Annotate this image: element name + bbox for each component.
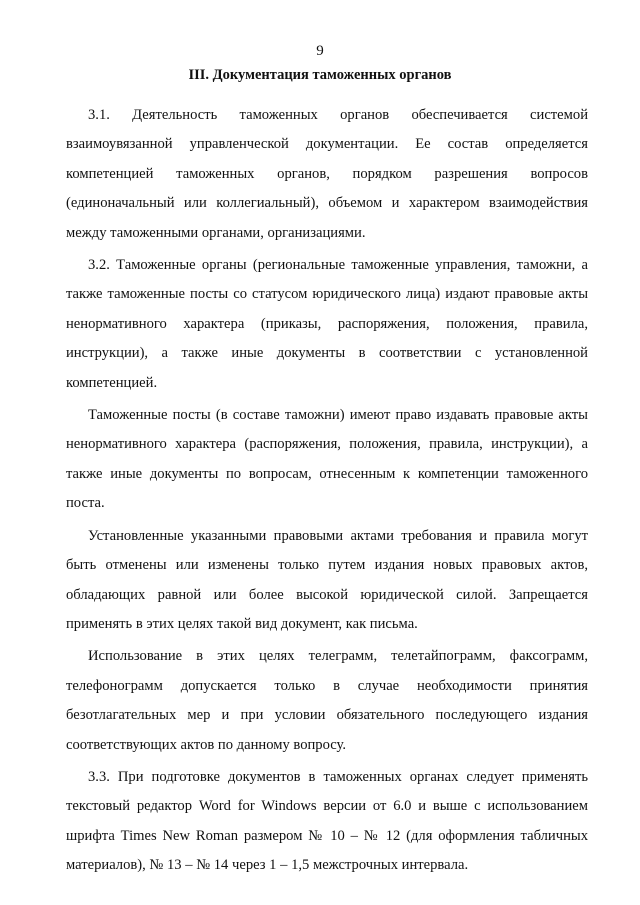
paragraph-customs-posts: Таможенные посты (в составе таможни) имеют право издавать правовые акты ненормативного характера (распоряжения, положения, правила, инструкции), а также иные документы по вопросам, отнесенным к компетенции таможенного поста. [66,407,588,512]
paragraph-requirements: Установленные указанными правовыми актами требования и правила могут быть отменены или изменены только путем издания новых правовых актов, обладающих равной или более высокой юридической силой. Запрещается применять в этих целях такой вид документ, как письма. [66,527,588,632]
paragraph-3-1: 3.1. Деятельность таможенных органов обеспечивается системой взаимоувязанной управленческой документации. Ее состав определяется компетенцией таможенных органов, порядком разрешения вопросов (единоначальный или коллегиальный), объемом и характером взаимодействия между таможенными органами, организациями. [66,107,588,241]
paragraph-telegrams: Использование в этих целях телеграмм, телетайпограмм, факсограмм, телефонограмм допускается только в случае необходимости принятия безотлагательных мер и при условии обязательного последующего издания соответствующих актов по данному вопросу. [66,648,588,753]
section-title: III. Документация таможенных органов [188,67,452,83]
paragraph-3-3: 3.3. При подготовке документов в таможенных органах следует применять текстовый редактор Word for Windows версии от 6.0 и выше с использованием шрифта Times New Roman размером № 10 – № 12 (для оформления табличных материалов), № 13 – № 14 через 1 – 1,5 межстрочных интервала. [66,768,588,874]
paragraph-3-2: 3.2. Таможенные органы (региональные таможенные управления, таможни, а также таможенные посты со статусом юридического лица) издают правовые акты ненормативного характера (приказы, распоряжения, положения, правила, инструкции), а также иные документы в соответствии с установленной компетенцией. [66,257,588,391]
document-body [66,101,588,881]
page-number: 9 [316,43,324,59]
